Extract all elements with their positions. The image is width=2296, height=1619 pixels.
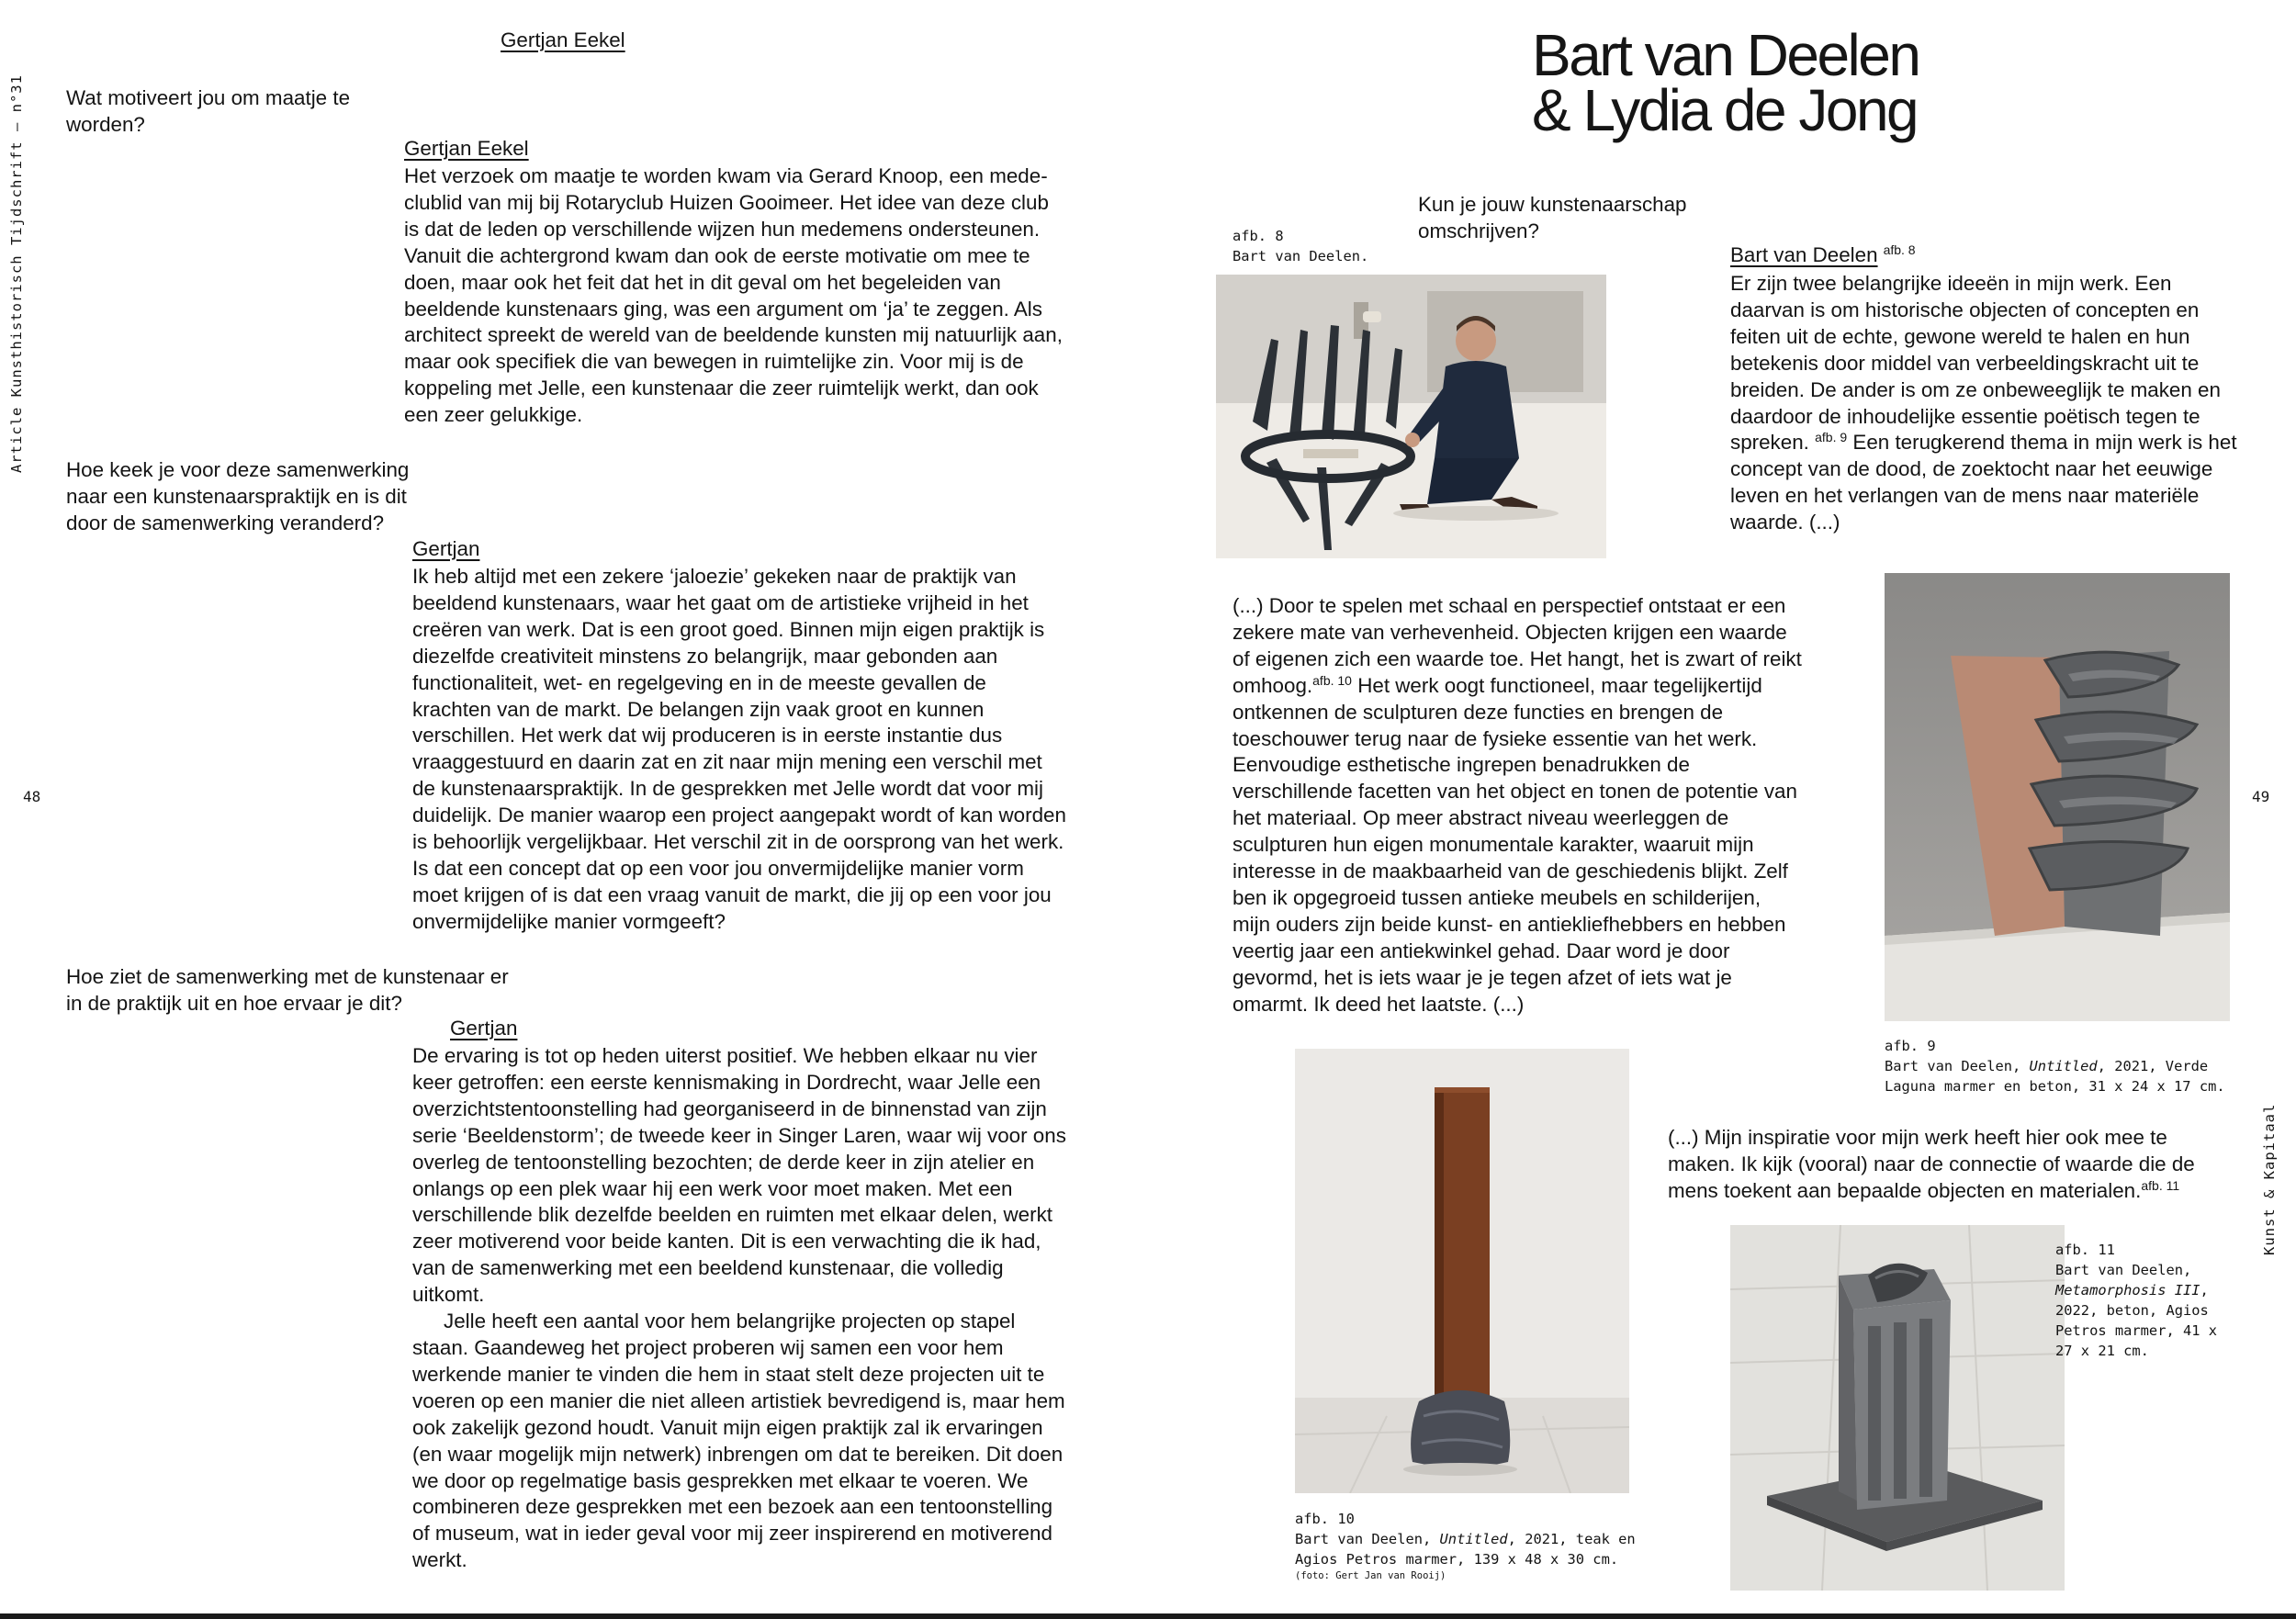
- speaker-2: Gertjan: [412, 537, 480, 560]
- photo-afb-10: [1295, 1049, 1629, 1493]
- question-right: Kun je jouw kunstenaarschap omschrijven?: [1418, 193, 1687, 242]
- answer-3: [412, 1043, 1066, 1574]
- running-head: Gertjan Eekel: [501, 28, 625, 51]
- photo-afb-8: [1216, 275, 1606, 558]
- photo-marble-concrete-sculpture-icon: [1885, 573, 2230, 1021]
- ref-afb-9: afb. 9: [1815, 430, 1848, 445]
- photo-afb-9: [1885, 573, 2230, 1021]
- speaker-1: Gertjan Eekel: [404, 137, 529, 160]
- answer-right-1: Er zijn twee belangrijke ideeën in mijn werk. Een daarvan is om historische objecten of concepten en feiten uit de echte, gewone wereld te halen en hun betekenis door middel van verbeeldingskracht uit te breiden. De ander is om ze onbeweeglijk te maken en daardoor de inhoudelijke essentie poëtisch tegen te spreken. $^{afb. 9}$ Een terugkerend thema in mijn werk is het concept van de dood, de zoektocht naar het eeuwige leven en het verlangen van de mens naar materiële waarde. (...): [1730, 272, 2237, 534]
- page-number-right: 49: [2252, 788, 2270, 805]
- article-title: [1532, 22, 1919, 143]
- photo-artist-with-sculpture-icon: [1216, 275, 1606, 558]
- question-2: Hoe keek je voor deze samenwerking naar een kunstenaarspraktijk en is dit door de samenwerking veranderd?: [66, 458, 410, 534]
- title-line-1: Bart van Deelen: [1532, 22, 1919, 88]
- section-side-label: Kunst & Kapitaal: [2261, 1103, 2278, 1255]
- caption-afb-9: afb. 9 Bart van Deelen, Untitled, 2021, Verde Laguna marmer en beton, 31 x 24 x 17 cm.: [1885, 1038, 2225, 1095]
- answer-1: Het verzoek om maatje te worden kwam via Gerard Knoop, een mede-clublid van mij bij Rotaryclub Huizen Gooimeer. Het idee van deze club is dat de leden op verschillende wijzen hun medemens ondersteunen. Vanuit die achtergrond kwam dan ook de eerste motivatie om mee te doen, maar ook het feit dat het in dit geval om het begeleiden van beeldende kunstenaars ging, was een argument om ‘ja’ te zeggen. Als architect spreekt de wereld van de beeldende kunsten mij natuurlijk aan, maar ook specifiek die van bewegen in ruimtelijke zin. Voor mij is de koppeling met Jelle, een kunstenaar die zeer ruimtelijk werkt, dan ook een zeer gelukkige.: [404, 164, 1063, 427]
- title-line-2: & Lydia de Jong: [1532, 77, 1918, 143]
- ref-afb-10: afb. 10: [1312, 672, 1352, 688]
- bottom-rule: [0, 1613, 2296, 1619]
- question-3: Hoe ziet de samenwerking met de kunstenaar er in de praktijk uit en hoe ervaar je dit?: [66, 965, 509, 1015]
- photo-credit: (foto: Gert Jan van Rooij): [1295, 1570, 1446, 1581]
- body-right-middle: (...) Door te spelen met schaal en perspectief ontstaat er een zekere mate van verhevenheid. Objecten krijgen een waarde of eigenen zich een waarde toe. Het hangt, het is zwart of reikt omhoog.$^{afb. 10}$ Het werk oogt functioneel, maar tegelijkertijd ontkennen de sculpturen deze functies en brengen de toeschouwer terug naar de fysieke essentie van het werk. Eenvoudige esthetische ingrepen benadrukken de verschillende facetten van het object en tonen de potentie van het materiaal. Op meer abstract niveau weerleggen de sculpturen hun eigen monumentale karakter, waaruit mijn interesse in de maakbaarheid van de geschiedenis blijkt. Zelf ben ik opgegroeid tussen antieke meubels en schilderijen, mijn ouders zijn beide kunst- en antiekliefhebbers en hebben veertig jaar een antiekwinkel gehad. Daar word je door gevormd, het is iets waar je je tegen afzet of iets wat je omarmt. Ik deed het laatste. (...): [1232, 594, 1802, 1016]
- answer-3-paragraph-2: Jelle heeft een aantal voor hem belangrijke projecten op stapel staan. Gaandeweg het project proberen wij samen een voor hem werkende manier te vinden die hem in staat stelt deze projecten uit te voeren op een manier die niet alleen artistiek bevredigend is, maar hem ook zakelijk gezond houdt. Vanuit mijn eigen praktijk zal ik ervaringen (en waar mogelijk mijn netwerk) inbrengen om dat te bereiken. Dit doen we door op regelmatige basis gesprekken met elkaar te voeren. We combineren deze gesprekken met een bezoek aan een tentoonstelling of museum, wat in ieder geval voor mij zeer inspirerend en motiverend werkt.: [412, 1310, 1065, 1572]
- speaker-3: Gertjan: [450, 1017, 518, 1040]
- ref-afb-11: afb. 11: [2141, 1177, 2180, 1193]
- photo-teak-marble-sculpture-icon: [1295, 1049, 1629, 1493]
- caption-afb-10: afb. 10 Bart van Deelen, Untitled, 2021, teak en Agios Petros marmer, 139 x 48 x 30 cm. (foto: Gert Jan van Rooij): [1295, 1509, 1644, 1583]
- caption-afb-8: afb. 8 Bart van Deelen.: [1232, 228, 1369, 264]
- question-1: Wat motiveert jou om maatje te worden?: [66, 86, 351, 136]
- answer-2: Ik heb altijd met een zekere ‘jaloezie’ gekeken naar de praktijk van beeldend kunstenaars, waar het gaat om de artistieke vrijheid in het creëren van werk. Dat is een groot goed. Binnen mijn eigen praktijk is diezelfde creativiteit minstens zo belangrijk, maar gebonden aan functionaliteit, wet- en regelgeving en in de meeste gevallen de krachten van de markt. De belangen zijn vaak groot en kunnen verschillen. Het werk dat wij produceren is in eerste instantie dus vraaggestuurd en daarin zat en zit naar mijn mening een verschil met de kunstenaarspraktijk. In de gesprekken met Jelle wordt dat voor mij duidelijk. De manier waarop een project aangepakt wordt of kan worden is behoorlijk vergelijkbaar. Het verschil zit in de oorsprong van het werk. Is dat een concept dat op een voor jou onvermijdelijke manier vorm moet krijgen of is dat een vraag vanuit de markt, die jij op een voor jou onvermijdelijke manier vormgeeft?: [412, 565, 1066, 933]
- caption-afb-11: afb. 11 Bart van Deelen, Metamorphosis III, 2022, beton, Agios Petros marmer, 41 x 27 x 21 cm.: [2055, 1242, 2218, 1359]
- page-number-left: 48: [23, 788, 41, 805]
- journal-side-label: Article Kunsthistorisch Tijdschrift – n°31: [8, 74, 25, 473]
- photo-concrete-marble-sculpture-icon: [1730, 1225, 2065, 1591]
- body-right-lower: (...) Mijn inspiratie voor mijn werk heeft hier ook mee te maken. Ik kijk (vooral) naar de connectie of waarde die de mens toekent aan bepaalde objecten en materialen.$^{afb. 11}$: [1668, 1126, 2195, 1202]
- photo-afb-11: [1730, 1225, 2065, 1591]
- speaker-bart: Bart van Deelen $^{afb. 8}$: [1730, 242, 1916, 266]
- answer-3-paragraph-1: De ervaring is tot op heden uiterst positief. We hebben elkaar nu vier keer getroffen: een eerste kennismaking in Dordrecht, waar Jelle een overzichtstentoonstelling had georganiseerd in de binnenstad van zijn serie ‘Beeldenstorm’; de tweede keer in Singer Laren, waar wij voor ons overleg de tentoonstelling bezochten; de derde keer in zijn atelier en onlangs op een plek waar hij een werk voor moet maken. Met een verschillende blik dezelfde beelden en ruimten met elkaar delen, werkt zeer motiverend voor beide kanten. Dit is een verwachting die ik had, van de samenwerking met een beeldend kunstenaar, die volledig uitkomt.: [412, 1044, 1066, 1307]
